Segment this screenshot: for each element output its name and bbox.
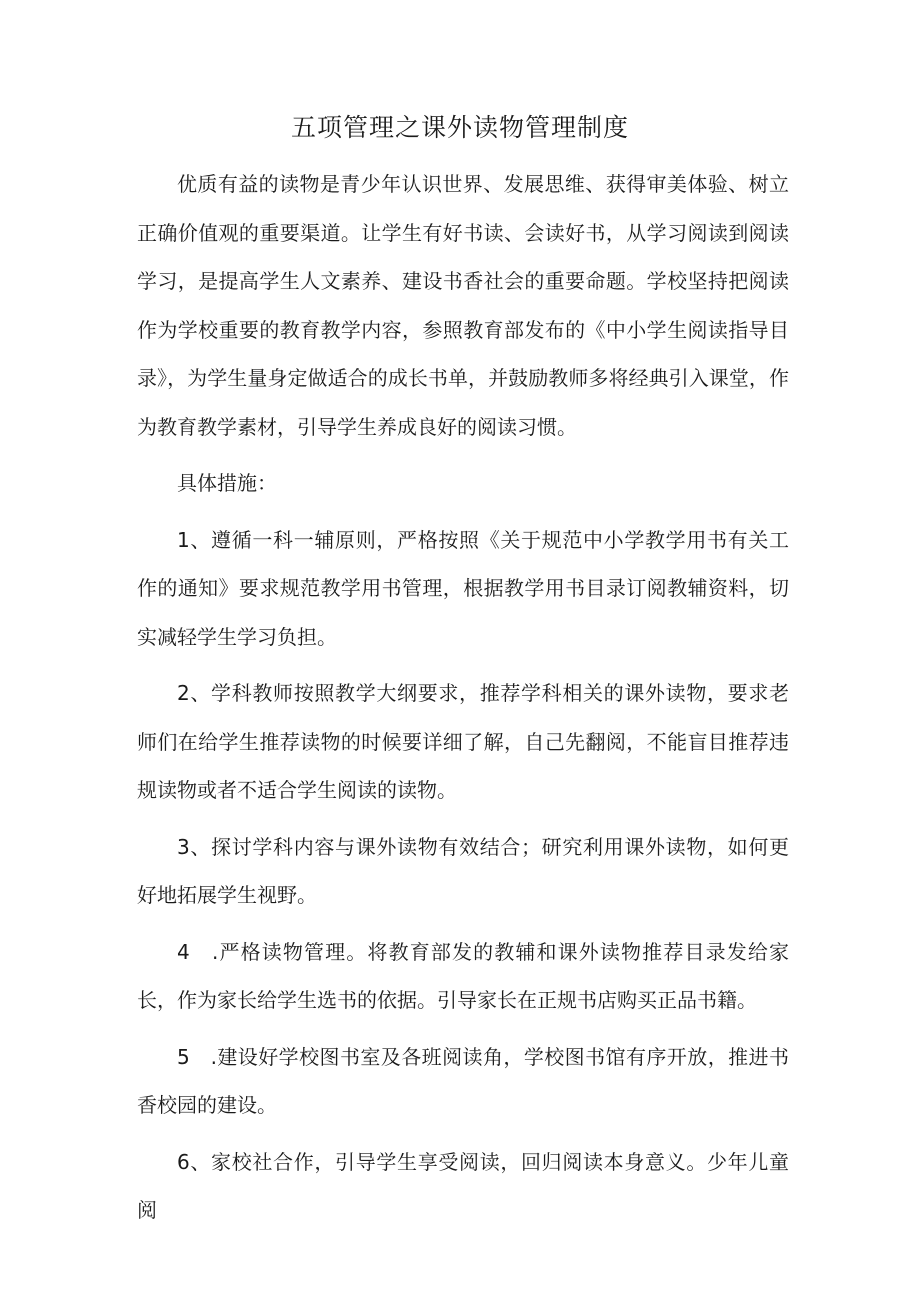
paragraph-item-3: 3、探讨学科内容与课外读物有效结合；研究利用课外读物，如何更好地拓展学生视野。 [137,834,789,907]
paragraph-item-5: 5 .建设好学校图书室及各班阅读角，学校图书馆有序开放，推进书香校园的建设。 [137,1044,789,1117]
paragraph-intro: 优质有益的读物是青少年认识世界、发展思维、获得审美体验、树立正确价值观的重要渠道。让学生有好书读、会读好书，从学习阅读到阅读学习，是提高学生人文素养、建设书香社会的重要命题。学校坚持把阅读作为学校重要的教育教学内容，参照教育部发布的《中小学生阅读指导目录》，为学生量身定做适合的成长书单，并鼓励教师多将经典引入课堂，作为教育教学素材，引导学生养成良好的阅读习惯。 [137,172,789,439]
paragraph-item-4: 4 .严格读物管理。将教育部发的教辅和课外读物推荐目录发给家长，作为家长给学生选书的依据。引导家长在正规书店购买正品书籍。 [137,939,789,1012]
paragraph-item-1: 1、遵循一科一辅原则，严格按照《关于规范中小学教学用书有关工作的通知》要求规范教学用书管理，根据教学用书目录订阅教辅资料，切实减轻学生学习负担。 [137,527,789,649]
paragraph-measures-heading: 具体措施： [177,471,277,495]
paragraph-item-6: 6、家校社合作，引导学生享受阅读，回归阅读本身意义。少年儿童阅 [137,1149,789,1222]
document-title: 五项管理之课外读物管理制度 [290,113,629,142]
document-body [137,160,789,1235]
paragraph-item-2: 2、学科教师按照教学大纲要求，推荐学科相关的课外读物，要求老师们在给学生推荐读物的时候要详细了解，自己先翻阅，不能盲目推荐违规读物或者不适合学生阅读的读物。 [137,681,789,802]
